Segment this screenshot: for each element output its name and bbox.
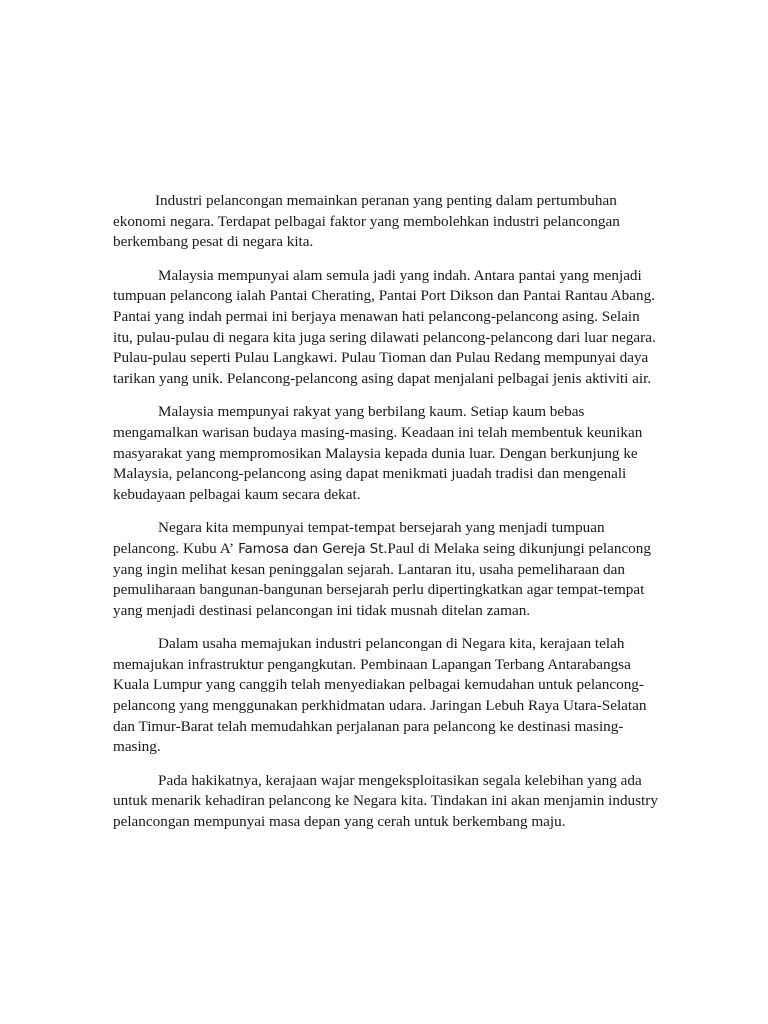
paragraph-multiracial-society: Malaysia mempunyai rakyat yang berbilang kaum. Setiap kaum bebas mengamalkan warisan budaya masing-masing. Keadaan ini telah membentuk keunikan masyarakat yang mempromosikan Malaysia kepada dunia luar. Dengan berkunjung ke Malaysia, pelancong-pelancong asing dapat menikmati juadah tradisi dan mengenali kebudayaan pelbagai kaum secara dekat. xyxy=(113,403,643,503)
essay-body xyxy=(113,191,659,833)
paragraph-historical-sites-part-3: Paul di Melaka seing dikunjungi pelancong yang ingin melihat kesan peninggalan sejarah. Lantaran itu, usaha pemeliharaan dan pemuliharaan bangunan-bangunan bersejarah perlu dipertingkatkan agar tempat-tempat yang menjadi destinasi pelancongan ini tidak musnah ditelan zaman. xyxy=(113,539,651,619)
paragraph-infrastructure: Dalam usaha memajukan industri pelancongan di Negara kita, kerajaan telah memajukan infrastruktur pengangkutan. Pembinaan Lapangan Terbang Antarabangsa Kuala Lumpur yang canggih telah menyediakan pelbagai kemudahan untuk pelancong-pelancong yang menggunakan perkhidmatan udara. Jaringan Lebuh Raya Utara-Selatan dan Timur-Barat telah memudahkan perjalanan para pelancong ke destinasi masing-masing. xyxy=(113,635,647,756)
paragraph-introduction: Industri pelancongan memainkan peranan yang penting dalam pertumbuhan ekonomi negara. Terdapat pelbagai faktor yang membolehkan industri pelancongan berkembang pesat di negara kita. xyxy=(113,192,620,251)
paragraph-historical-sites xyxy=(113,518,659,621)
paragraph-historical-sites-part-2: Famosa dan Gereja St. xyxy=(234,540,388,557)
paragraph-historical-sites-part-1: Negara kita mempunyai tempat-tempat bersejarah yang menjadi tumpuan pelancong. Kubu A’ xyxy=(113,519,605,557)
paragraph-natural-beauty: Malaysia mempunyai alam semula jadi yang indah. Antara pantai yang menjadi tumpuan pelancong ialah Pantai Cherating, Pantai Port Dikson dan Pantai Rantau Abang. Pantai yang indah permai ini berjaya menawan hati pelancong-pelancong asing. Selain itu, pulau-pulau di negara kita juga sering dilawati pelancong-pelancong dari luar negara. Pulau-pulau seperti Pulau Langkawi. Pulau Tioman dan Pulau Redang mempunyai daya tarikan yang unik. Pelancong-pelancong asing dapat menjalani pelbagai jenis aktiviti air. xyxy=(113,266,656,387)
paragraph-conclusion: Pada hakikatnya, kerajaan wajar mengeksploitasikan segala kelebihan yang ada untuk menarik kehadiran pelancong ke Negara kita. Tindakan ini akan menjamin industry pelancongan mempunyai masa depan yang cerah untuk berkembang maju. xyxy=(113,771,658,831)
